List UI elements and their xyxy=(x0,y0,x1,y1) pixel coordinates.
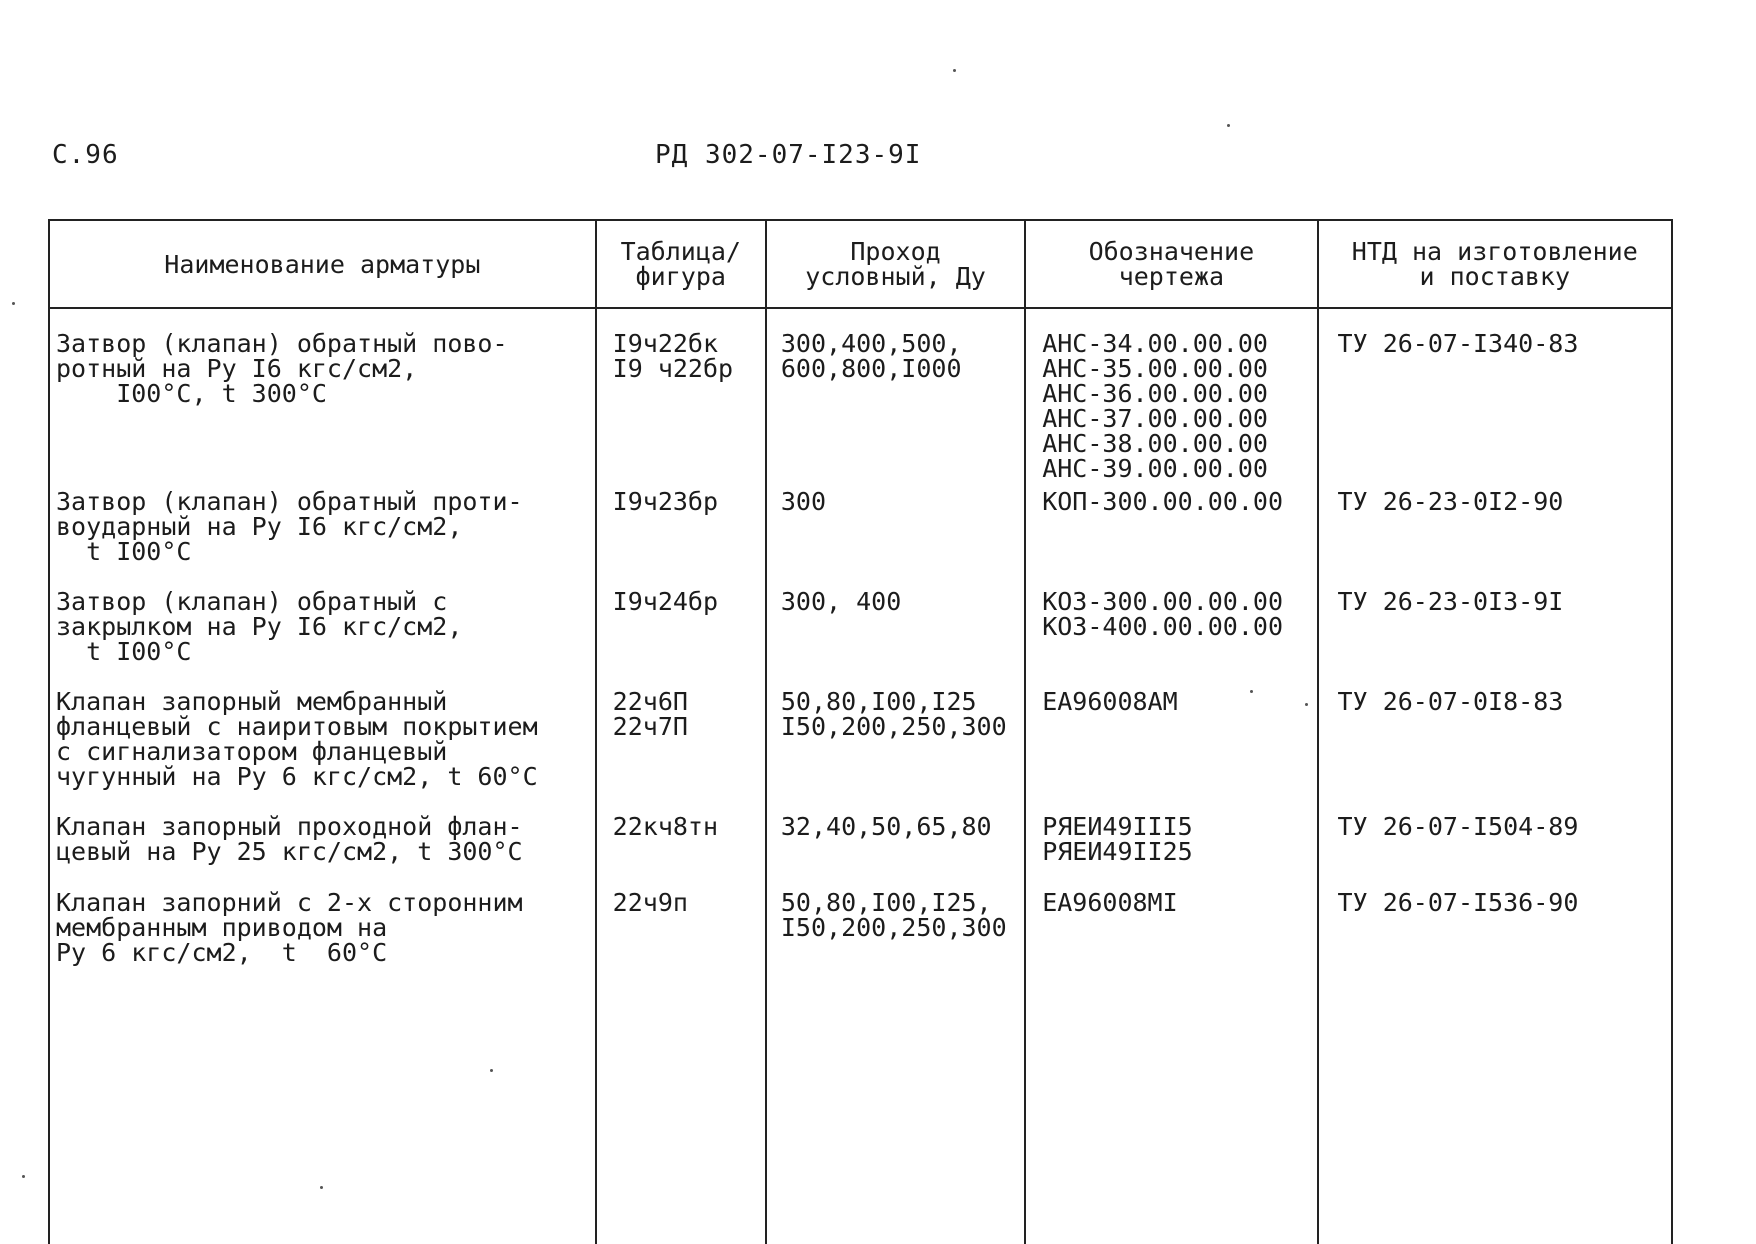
nominal-size-cell xyxy=(766,308,1025,489)
header-line: Обозначение xyxy=(1088,237,1255,266)
header-line: чертежа xyxy=(1118,262,1225,291)
standard-cell xyxy=(1318,308,1672,489)
valve-name-cell xyxy=(49,814,596,890)
text-line: чугунный на Ру 6 кгс/см2, t 60°С xyxy=(56,762,538,791)
nominal-size-cell xyxy=(766,689,1025,814)
table-header xyxy=(49,220,1672,308)
text-line: 22ч6П xyxy=(612,687,688,716)
table-row xyxy=(49,890,1672,1244)
text-line: Клапан запорний с 2-х сторонним xyxy=(56,888,523,917)
scan-speck xyxy=(953,69,956,72)
text-line: 50,80,I00,I25, xyxy=(780,888,992,917)
scan-speck xyxy=(22,1175,25,1178)
text-line: 22ч9п xyxy=(612,888,688,917)
text-line: 300, 400 xyxy=(780,587,902,616)
figure-cell xyxy=(596,814,766,890)
nominal-size-cell xyxy=(766,489,1025,589)
text-line: ЕА96008АМ xyxy=(1042,687,1178,716)
standard-cell xyxy=(1318,814,1672,890)
text-line: 600,800,I000 xyxy=(780,354,962,383)
header-line: НТД на изготовление xyxy=(1351,237,1638,266)
text-line: АНС-35.00.00.00 xyxy=(1042,354,1268,383)
table-row xyxy=(49,589,1672,689)
text-line: КОЗ-300.00.00.00 xyxy=(1042,587,1284,616)
text-line: 22кч8тн xyxy=(612,812,719,841)
header-standard xyxy=(1318,220,1672,308)
text-line: I9ч24бр xyxy=(612,587,719,616)
text-line: 50,80,I00,I25 xyxy=(780,687,977,716)
drawing-cell xyxy=(1025,589,1317,689)
drawing-cell xyxy=(1025,308,1317,489)
text-line: Затвор (клапан) обратный проти- xyxy=(56,487,523,516)
text-line: воударный на Ру I6 кгс/см2, xyxy=(56,512,463,541)
text-line: АНС-38.00.00.00 xyxy=(1042,429,1268,458)
text-line: с сигнализатором фланцевый xyxy=(56,737,448,766)
text-line: Затвор (клапан) обратный с xyxy=(56,587,448,616)
table-row xyxy=(49,814,1672,890)
text-line: I00°С, t 300°С xyxy=(56,379,327,408)
drawing-cell xyxy=(1025,489,1317,589)
text-line: фланцевый с наиритовым покрытием xyxy=(56,712,538,741)
text-line: КОЗ-400.00.00.00 xyxy=(1042,612,1284,641)
header-nominal-size xyxy=(766,220,1025,308)
text-line: I50,200,250,300 xyxy=(780,712,1007,741)
text-line: ТУ 26-07-I536-90 xyxy=(1337,888,1579,917)
nominal-size-cell xyxy=(766,814,1025,890)
text-line: мембранным приводом на xyxy=(56,913,388,942)
figure-cell xyxy=(596,489,766,589)
valve-name-cell xyxy=(49,689,596,814)
text-line: ротный на Ру I6 кгс/см2, xyxy=(56,354,418,383)
text-line: Клапан запорный проходной флан- xyxy=(56,812,523,841)
text-line: 300 xyxy=(780,487,827,516)
document-code: РД 302-07-I23-9I xyxy=(655,140,922,170)
text-line: I50,200,250,300 xyxy=(780,913,1007,942)
text-line: КОП-300.00.00.00 xyxy=(1042,487,1284,516)
text-line: 32,40,50,65,80 xyxy=(780,812,992,841)
figure-cell xyxy=(596,890,766,1244)
standard-cell xyxy=(1318,890,1672,1244)
text-line: I9 ч22бр xyxy=(612,354,734,383)
text-line: закрылком на Ру I6 кгс/см2, xyxy=(56,612,463,641)
nominal-size-cell xyxy=(766,890,1025,1244)
text-line: Клапан запорный мембранный xyxy=(56,687,448,716)
text-line: цевый на Ру 25 кгс/см2, t 300°С xyxy=(56,837,523,866)
figure-cell xyxy=(596,308,766,489)
text-line: РЯЕИ49II25 xyxy=(1042,837,1193,866)
figure-cell xyxy=(596,689,766,814)
nominal-size-cell xyxy=(766,589,1025,689)
text-line: ТУ 26-23-0I3-9I xyxy=(1337,587,1564,616)
text-line: Ру 6 кгс/см2, t 60°С xyxy=(56,938,388,967)
scan-speck xyxy=(12,302,15,305)
table-row xyxy=(49,308,1672,489)
table-row xyxy=(49,489,1672,589)
text-line: ТУ 26-23-0I2-90 xyxy=(1337,487,1564,516)
text-line: АНС-36.00.00.00 xyxy=(1042,379,1268,408)
header-valve-name xyxy=(49,220,596,308)
header-line: условный, Ду xyxy=(805,262,986,291)
drawing-cell xyxy=(1025,890,1317,1244)
valve-name-cell xyxy=(49,589,596,689)
text-line: ТУ 26-07-I340-83 xyxy=(1337,329,1579,358)
text-line: I9ч23бр xyxy=(612,487,719,516)
header-figure xyxy=(596,220,766,308)
header-line: Таблица/ xyxy=(620,237,741,266)
header-row xyxy=(49,220,1672,308)
text-line: 300,400,500, xyxy=(780,329,962,358)
valve-name-cell xyxy=(49,890,596,1244)
text-line: ТУ 26-07-0I8-83 xyxy=(1337,687,1564,716)
text-line: ЕА96008МI xyxy=(1042,888,1178,917)
valve-name-cell xyxy=(49,308,596,489)
text-line: ТУ 26-07-I504-89 xyxy=(1337,812,1579,841)
text-line: Затвор (клапан) обратный пово- xyxy=(56,329,508,358)
text-line: I9ч22бк xyxy=(612,329,719,358)
page-number: С.96 xyxy=(52,140,119,170)
text-line: АНС-37.00.00.00 xyxy=(1042,404,1268,433)
drawing-cell xyxy=(1025,689,1317,814)
header-line: Проход xyxy=(850,237,941,266)
text-line: t I00°С xyxy=(56,537,192,566)
valve-specification-table xyxy=(48,219,1673,1244)
text-line: t I00°С xyxy=(56,637,192,666)
text-line: 22ч7П xyxy=(612,712,688,741)
text-line: РЯЕИ49III5 xyxy=(1042,812,1193,841)
drawing-cell xyxy=(1025,814,1317,890)
header-drawing xyxy=(1025,220,1317,308)
scan-speck xyxy=(1227,124,1230,127)
figure-cell xyxy=(596,589,766,689)
text-line: АНС-39.00.00.00 xyxy=(1042,454,1268,483)
valve-name-cell xyxy=(49,489,596,589)
standard-cell xyxy=(1318,589,1672,689)
standard-cell xyxy=(1318,489,1672,589)
table-row xyxy=(49,689,1672,814)
header-line: и поставку xyxy=(1419,262,1571,291)
header-line: Наименование арматуры xyxy=(164,249,481,279)
header-line: фигура xyxy=(635,262,726,291)
standard-cell xyxy=(1318,689,1672,814)
text-line: АНС-34.00.00.00 xyxy=(1042,329,1268,358)
